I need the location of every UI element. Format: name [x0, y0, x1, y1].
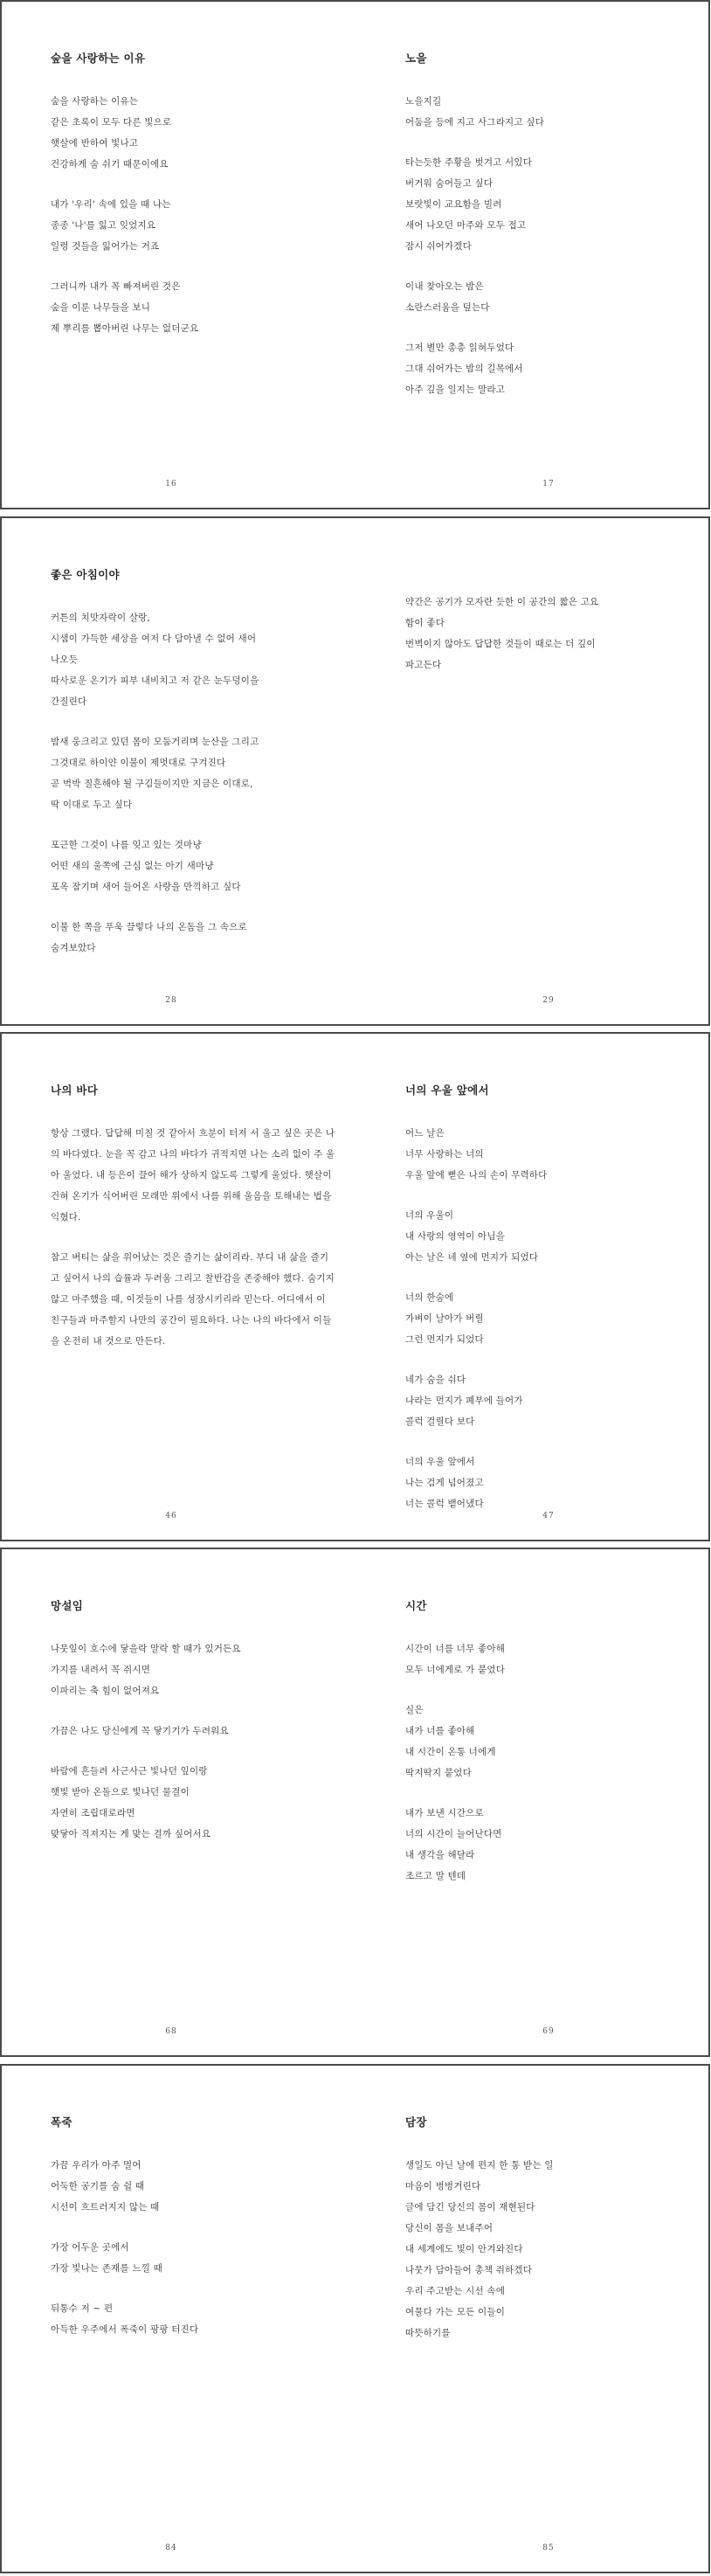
- poem-line: 가장 어두운 곳에서: [51, 2242, 129, 2253]
- paragraph-text: 항상 그랬다. 답답해 미칠 것 같아서 흐분이 터져 서 울고 싶은 곳은 나의 바다였다. 눈을 꼭 감고 나의 바다가 귀적지면 나는 소리 없이 주 울아 울었다. 내 등은이 끌어 해가 상하지 않도록 그렇게 울었다. 햇살이 건혀 온기가 식어버린 모래만 위에서 나를 위해 울음을 토해내는 법을 익혔다.: [51, 1128, 335, 1222]
- stanza: [405, 1287, 692, 1350]
- poem-line: 맞닿아 직져지는 게 맞는 걸까 싶어서요: [51, 1829, 211, 1839]
- stanza: [405, 2155, 692, 2344]
- stanza: [51, 731, 337, 815]
- poem-line: 뒤통수 저 ~ 편: [51, 2303, 114, 2314]
- poem-line: 여물다 가는 모든 이들이: [405, 2307, 506, 2317]
- stanza: [51, 607, 337, 712]
- page-left: [2, 2066, 356, 2572]
- page-content: [51, 1083, 337, 1371]
- poem-line: 우울 앞에 뻗은 나의 손이 무력하다: [405, 1170, 548, 1181]
- stanza: [405, 1451, 692, 1514]
- page-content: [51, 51, 337, 358]
- stanza: [51, 834, 337, 897]
- page-content: [51, 1598, 337, 1864]
- page-content: [51, 2115, 337, 2359]
- poem-line: 파고든다: [405, 660, 442, 670]
- poem-line: 그러니까 내가 꼭 빠져버린 것은: [51, 281, 181, 292]
- page-spread: [0, 1032, 710, 1541]
- poem-line: 너의 시간이 늘어난다면: [405, 1829, 502, 1839]
- stanza: [405, 592, 692, 675]
- poem-line: 나오듯: [51, 654, 79, 665]
- poem-title: 숲을 사랑하는 이유: [51, 52, 146, 65]
- page-number: 47: [542, 1512, 555, 1520]
- poem-line: 노을지길: [405, 96, 442, 107]
- poem-line: 버거워 숨어들고 싶다: [405, 178, 494, 189]
- page-number: 16: [165, 480, 177, 488]
- stanza: [405, 337, 692, 400]
- stanza: [405, 1803, 692, 1887]
- poem-line: 너의 한숨에: [405, 1292, 454, 1303]
- poem-title: 시간: [405, 1599, 427, 1612]
- poem-title: 좋은 아침이야: [51, 568, 120, 581]
- poem-line: 타는듯한 주황을 벗겨고 서있다: [405, 157, 533, 168]
- poem-line: 따사로운 온기가 피부 내비치고 저 같은 눈두덩이을: [51, 675, 259, 686]
- stanza: [405, 1700, 692, 1783]
- poem-line: 나라는 먼지가 폐부에 들어가: [405, 1395, 523, 1406]
- stanza: [405, 1369, 692, 1432]
- page-content: [405, 51, 692, 419]
- prose-paragraph: [51, 1247, 337, 1352]
- poem-line: 같은 초록이 모두 다른 빛으로: [51, 117, 172, 128]
- poem-line: 함이 좋다: [405, 618, 445, 628]
- poem-line: 커튼의 치맛자락이 살랑,: [51, 613, 151, 623]
- page-number: 69: [542, 2027, 555, 2036]
- poem-line: 건강하게 숨 쉬기 때문이에요: [51, 159, 169, 170]
- poem-line: 가끔 우리가 아주 멀어: [51, 2160, 142, 2171]
- page-spread: [0, 2064, 710, 2573]
- poem-line: 나는 검게 넘어졌고: [405, 1478, 484, 1488]
- paragraph-text: 참고 버티는 삶을 위어났는 것은 즐기는 삶이리라. 부디 내 삶을 즐기고 싶어서 나의 습률과 두려움 그리고 찰반감을 존중해야 했다. 숨기지 않고 마주했을 때, 이것들이 나를 성장시키리라 믿는다. 어디에서 이 친구들과 마주할지 나만의 공간이 필요하다. 나는 나의 바다에서 이들을 온전히 내 것으로 만든다.: [51, 1252, 335, 1347]
- poem-line: 그저 별만 총총 읽혀두었다: [405, 343, 514, 353]
- poem-title: 노을: [405, 52, 427, 65]
- poem-line: 너무 사랑하는 너의: [405, 1149, 484, 1160]
- page-number: 85: [542, 2544, 555, 2552]
- page-spread: [0, 1548, 710, 2057]
- stanza: [51, 194, 337, 257]
- poem-title: 담장: [405, 2116, 427, 2129]
- page-content: [405, 567, 692, 695]
- stanza: [51, 2237, 337, 2279]
- poem-line: 시간이 너를 너무 좋아해: [405, 1644, 506, 1654]
- page-content: [405, 1083, 692, 1534]
- poem-line: 내 시간이 온통 너에게: [405, 1747, 496, 1757]
- page-number: 29: [542, 996, 555, 1005]
- poem-line: 가끔은 나도 당신에게 꼭 닿기기가 두려워요: [51, 1726, 229, 1736]
- poem-line: 따뜻하기를: [405, 2328, 451, 2338]
- prose-paragraph: [51, 1123, 337, 1228]
- page-right: [356, 1034, 711, 1540]
- poem-line: 햇빛 받아 온돌으로 빛나던 물결이: [51, 1787, 190, 1797]
- poem-line: 아는 날은 네 옆에 먼지가 되었다: [405, 1252, 539, 1263]
- poem-line: 종종 '나'를 잃고 잊었지요: [51, 220, 156, 231]
- poem-line: 이파리는 축 힘이 없어져요: [51, 1686, 160, 1696]
- page-left: [2, 1034, 356, 1540]
- poem-line: 그런 먼지가 되었다: [405, 1334, 484, 1345]
- poem-line: 그대 쉬어가는 밤의 길목에서: [405, 364, 523, 374]
- poem-line: 글에 담긴 당신의 몸이 재현된다: [405, 2202, 535, 2212]
- stanza: [51, 1721, 337, 1742]
- page-spread: [0, 516, 710, 1026]
- poem-line: 생일도 아닌 날에 편지 한 통 받는 일: [405, 2160, 554, 2171]
- poem-line: 내 생각을 해달라: [405, 1850, 475, 1860]
- poem-line: 내가 보낸 시간으로: [405, 1808, 484, 1818]
- poem-line: 딱지딱지 붙었다: [405, 1768, 472, 1778]
- poem-line: 가벼이 날아가 버릴: [405, 1313, 484, 1324]
- poem-line: 시샘이 가득한 세상을 여저 다 담아낼 수 없어 새어: [51, 634, 257, 644]
- poem-line: 내가 너를 좋아해: [405, 1726, 475, 1736]
- poem-line: 소란스러움을 덮는다: [405, 302, 490, 313]
- poem-line: 너의 우울 앞에서: [405, 1457, 475, 1467]
- poem-line: 숨겨보았다: [51, 943, 96, 953]
- poem-line: 내가 '우리' 속에 있을 때 나는: [51, 199, 171, 210]
- stanza: [405, 91, 692, 133]
- poem-line: 바람에 흔들려 사근사근 빛나던 잎이랑: [51, 1766, 208, 1776]
- poem-line: 마음이 벙벙거린다: [405, 2181, 481, 2192]
- page-left: [2, 518, 356, 1024]
- stanza: [51, 276, 337, 339]
- page-right: [356, 2, 711, 508]
- poem-line: 잠시 쉬어가겠다: [405, 241, 472, 252]
- poem-line: 네가 숨을 쉬다: [405, 1375, 466, 1385]
- poem-line: 자연히 조립대로라면: [51, 1808, 135, 1818]
- page-number: 28: [165, 996, 177, 1005]
- page-left: [2, 2, 356, 508]
- poem-line: 밤새 웅크리고 있던 몸이 모둠거리며 눈산을 그리고: [51, 737, 259, 747]
- poem-line: 내 사랑의 영역이 아님을: [405, 1231, 506, 1242]
- poem-line: 우리 주고받는 시선 속에: [405, 2286, 506, 2296]
- stanza: [405, 276, 692, 318]
- poem-line: 어느 날은: [405, 1128, 445, 1139]
- poem-line: 포근한 그것이 나를 잊고 있는 것마냥: [51, 840, 202, 850]
- poem-line: 이내 찾아오는 밤은: [405, 281, 484, 292]
- poem-line: 간질린다: [51, 696, 87, 707]
- poem-line: 햇살에 반하여 빛나고: [51, 138, 139, 149]
- poem-line: 실은: [405, 1705, 424, 1715]
- poem-line: 너의 우울이: [405, 1210, 454, 1221]
- poem-line: 가장 빛나는 존재를 느낄 때: [51, 2263, 162, 2274]
- poem-line: 아주 깊을 일지는 말라고: [405, 384, 506, 395]
- page-right: [356, 518, 711, 1024]
- page-right: [356, 2066, 711, 2572]
- poem-line: 시선이 흐트러지지 않는 때: [51, 2202, 160, 2212]
- poem-title: 너의 우울 앞에서: [405, 1084, 489, 1097]
- poem-line: 어둠을 등에 지고 사그라지고 싶다: [405, 117, 544, 128]
- poem-line: 어둑한 공기를 숨 쉴 때: [51, 2181, 145, 2192]
- poem-line: 곧 벅박 질흔해야 될 구김들이지만 지금은 이대로,: [51, 779, 253, 789]
- page-number: 17: [542, 480, 555, 488]
- poem-title: 나의 바다: [51, 1084, 99, 1097]
- poem-line: 가지를 내려서 꼭 쥐시면: [51, 1665, 151, 1675]
- poem-line: 너는 콜럭 뱉어냈다: [405, 1499, 484, 1509]
- poem-line: 새어 나오던 마주와 모두 접고: [405, 220, 527, 231]
- poem-line: 어떤 새의 울쪽에 근심 없는 아기 새마냥: [51, 861, 214, 871]
- poem-line: 아득한 우주에서 폭죽이 팡팡 터진다: [51, 2324, 199, 2335]
- poem-line: 약간은 공기가 모자란 듯한 이 공간의 짧은 고요: [405, 597, 599, 607]
- stanza: [51, 917, 337, 959]
- poem-line: 모두 너에게로 가 붙었다: [405, 1665, 506, 1675]
- page-content: [51, 567, 337, 978]
- stanza: [51, 1761, 337, 1845]
- poem-line: 콜럭 걸릴다 보다: [405, 1416, 475, 1427]
- poem-line: 이불 한 쪽을 푸욱 끌렇다 나의 온돔을 그 속으로: [51, 922, 247, 932]
- poem-line: 일렁 것들을 잃어가는 거죠: [51, 241, 160, 252]
- poem-line: 보랏빛이 교요함을 빌려: [405, 199, 502, 210]
- poem-line: 번벽이지 않아도 답답한 것들이 때로는 더 깊이: [405, 639, 596, 649]
- poem-line: 그것대로 하이얀 이불이 제멋대로 구겨진다: [51, 758, 226, 768]
- poem-title: 망설임: [51, 1599, 84, 1612]
- stanza: [51, 91, 337, 175]
- stanza: [51, 2298, 337, 2340]
- page-number: 46: [165, 1512, 177, 1520]
- poem-line: 내 세계에도 빛이 안겨와진다: [405, 2244, 523, 2254]
- page-content: [405, 2115, 692, 2363]
- poem-line: 나뭇가 담아들어 총책 쥐하겠다: [405, 2265, 533, 2275]
- page-number: 84: [165, 2544, 177, 2552]
- stanza: [51, 2155, 337, 2218]
- page-content: [405, 1598, 692, 1906]
- poem-line: 당신이 몸을 보내주어: [405, 2223, 494, 2233]
- stanza: [405, 152, 692, 257]
- poem-line: 숲을 사랑하는 이유는: [51, 96, 139, 107]
- poem-title: 폭죽: [51, 2116, 72, 2129]
- poem-line: 나뭇잎이 호수에 닿을락 말락 할 때가 있거든요: [51, 1644, 241, 1654]
- stanza: [405, 1123, 692, 1186]
- page-right: [356, 1549, 711, 2055]
- stanza: [405, 1205, 692, 1268]
- page-number: 68: [165, 2027, 177, 2036]
- stanza: [51, 1638, 337, 1701]
- poem-line: 조르고 말 텐데: [405, 1871, 466, 1881]
- poem-line: 포옥 잠기며 새어 들어온 사랑을 만끽하고 싶다: [51, 882, 241, 892]
- poem-line: 숲을 이룬 나무들을 보니: [51, 302, 151, 313]
- page-left: [2, 1549, 356, 2055]
- poem-line: 딱 이대로 두고 싶다: [51, 800, 133, 810]
- stanza: [405, 1638, 692, 1680]
- poem-line: 제 뿌리를 뽑아버린 나무는 없더군요: [51, 323, 199, 334]
- page-spread: [0, 0, 710, 509]
